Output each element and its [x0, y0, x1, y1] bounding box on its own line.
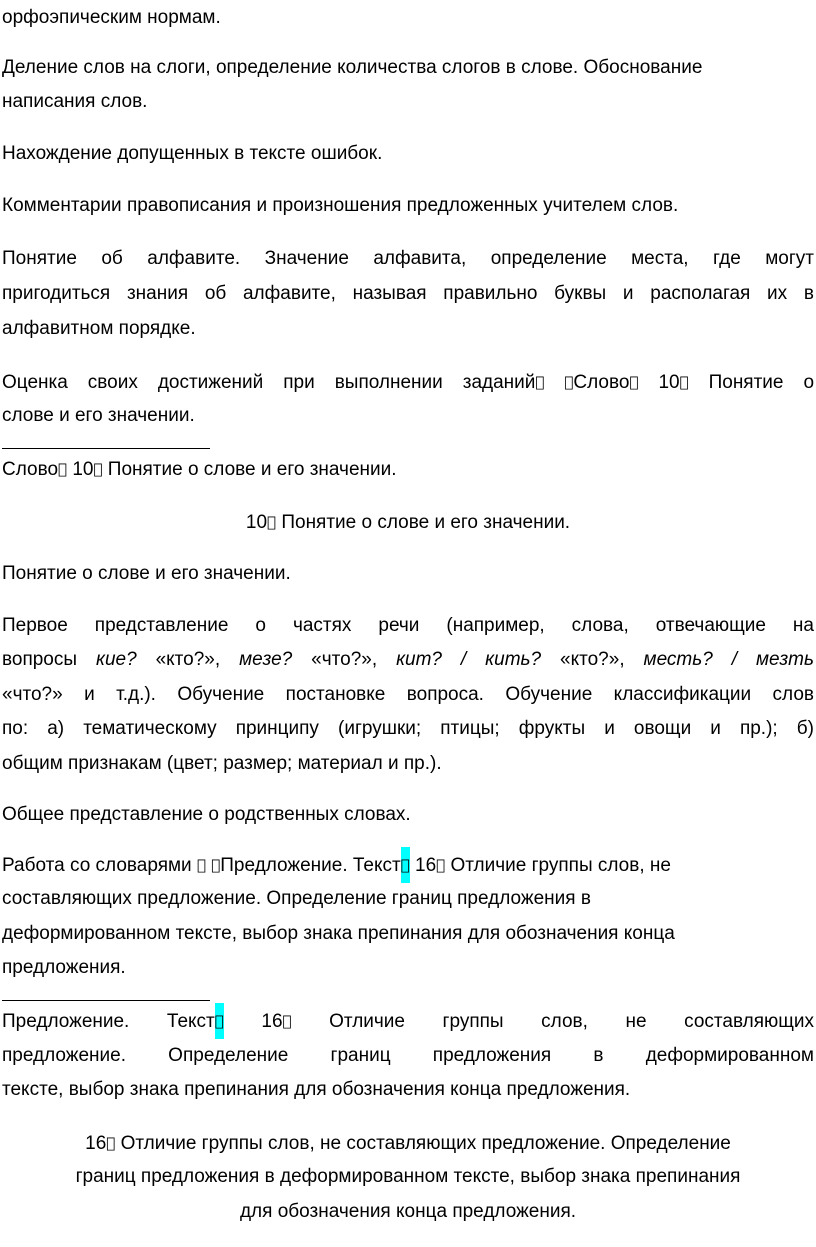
text-line: для обозначения конца предложения. [239, 1201, 577, 1222]
missing-glyph-icon [535, 364, 544, 400]
text-line: Нахождение допущенных в тексте ошибок. [2, 143, 383, 164]
text-line: 10 Понятие о слове и его значении. [2, 504, 814, 541]
missing-glyph-icon [106, 1125, 115, 1161]
missing-glyph-icon [93, 451, 102, 487]
text-line: «что?» и т.д.). Обучение постановке вопроса. Обучение классификации слов [2, 684, 814, 705]
missing-glyph-icon [283, 1003, 292, 1039]
text-line: Слово 10 Понятие о слове и его значении. [2, 451, 397, 488]
missing-glyph-icon [267, 504, 276, 540]
text-line: Понятие о слове и его значении. [2, 563, 291, 584]
text-line: общим признакам (цвет; размер; материал и пр.). [2, 753, 442, 774]
missing-glyph-icon [215, 1003, 224, 1039]
footnote-separator [2, 1000, 210, 1001]
text-line: Понятие об алфавите. Значение алфавита, определение места, где могут [2, 248, 814, 269]
text-line: Предложение. Текст 16 Отличие группы слов, не составляющих [2, 1003, 814, 1040]
text-line: 16 Отличие группы слов, не составляющих предложение. Определение [2, 1125, 814, 1162]
text-line: слове и его значении. [2, 405, 195, 426]
text-line: орфоэпическим нормам. [2, 7, 221, 28]
text-line: Оценка своих достижений при выполнении заданий Слово 10 Понятие о [2, 364, 814, 401]
text-line: пригодиться знания об алфавите, называя правильно буквы и располагая их в [2, 283, 814, 304]
missing-glyph-icon [436, 847, 445, 883]
text-line: Работа со словарями Предложение. Текст 16 Отличие группы слов, не [2, 847, 671, 884]
text-line: Деление слов на слоги, определение количества слогов в слове. Обоснование [2, 57, 703, 78]
text-line: деформированном тексте, выбор знака препинания для обозначения конца [2, 923, 675, 944]
footnote-separator [2, 448, 210, 449]
missing-glyph-icon [58, 451, 67, 487]
text-line: по: а) тематическому принципу (игрушки; птицы; фрукты и овощи и пр.); б) [2, 718, 814, 739]
missing-glyph-icon [211, 847, 220, 883]
missing-glyph-icon [680, 364, 689, 400]
text-line: составляющих предложение. Определение границ предложения в [2, 888, 591, 909]
text-line: вопросы кие? «кто?», мезе? «что?», кит? / кить? «кто?», месть? / мезть [2, 649, 814, 670]
text-line: Комментарии правописания и произношения предложенных учителем слов. [2, 195, 679, 216]
missing-glyph-icon [401, 847, 410, 883]
text-line: написания слов. [2, 91, 148, 112]
text-line: Первое представление о частях речи (например, слова, отвечающие на [2, 615, 814, 636]
text-line: границ предложения в деформированном тексте, выбор знака препинания [75, 1166, 741, 1187]
text-line: тексте, выбор знака препинания для обозначения конца предложения. [2, 1079, 631, 1100]
text-line: предложения. [2, 957, 126, 978]
missing-glyph-icon [197, 847, 206, 883]
missing-glyph-icon [629, 364, 638, 400]
text-line: Общее представление о родственных словах. [2, 804, 411, 825]
text-line: алфавитном порядке. [2, 318, 196, 339]
text-line: предложение. Определение границ предложения в деформированном [2, 1045, 814, 1066]
